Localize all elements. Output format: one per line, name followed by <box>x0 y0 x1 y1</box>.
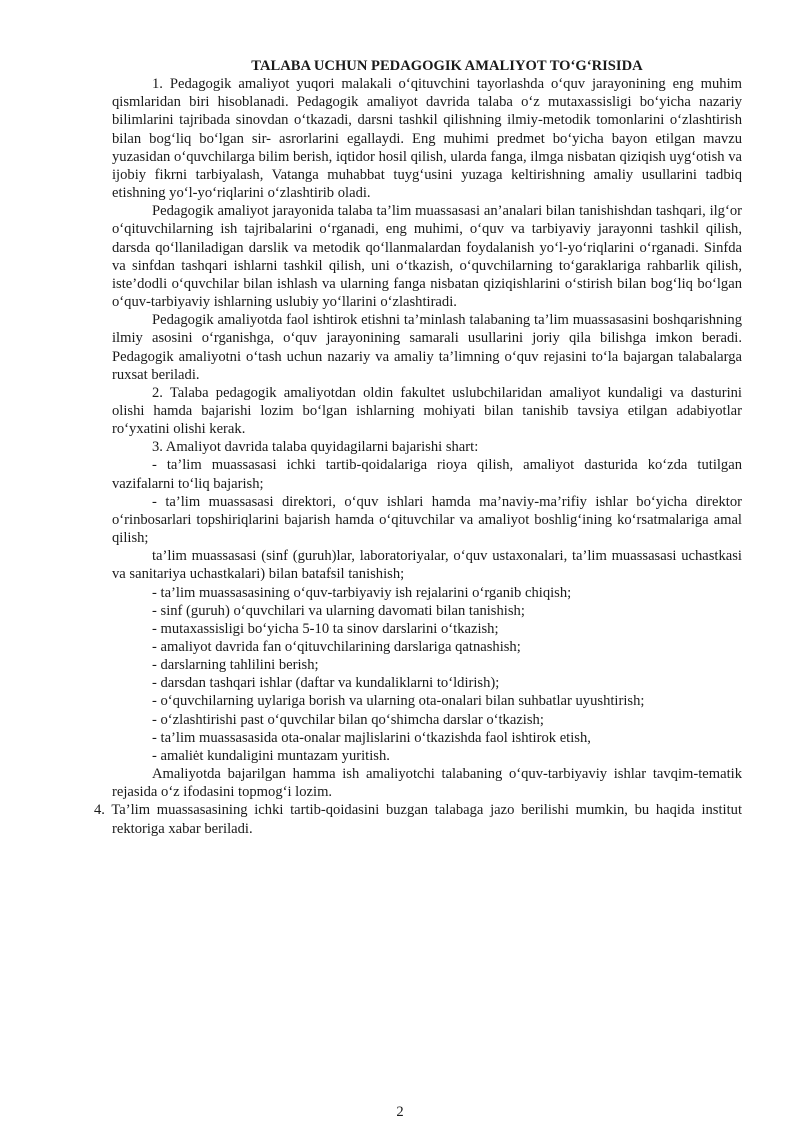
paragraph-4: 2. Talaba pedagogik amaliyotdan oldin fakultet uslubchilaridan amaliyot kundaligi va dasturini olishi hamda bajarishi lozim bo‘lgan ishlarning mohiyati bilan tanishib tavsiya etilgan adabiyotlar ro‘yxatini olishi kerak. <box>112 384 742 438</box>
list-item: - ta’lim muassasasining o‘quv-tarbiyaviy ish rejalarini o‘rganib chiqish; <box>152 584 572 601</box>
document-title: TALABA UCHUN PEDAGOGIK AMALIYOT TO‘G‘RISIDA <box>251 58 643 74</box>
paragraph-7: - ta’lim muassasasi direktori, o‘quv ishlari hamda ma’naviy-ma’rifiy ishlar bo‘yicha direktor o‘rinbosarlari topshiriqlarini bajarish hamda o‘qituvchilar va amaliyot boshlig‘ining ko‘rsatmalariga amal qilish; <box>112 493 742 547</box>
paragraph-5: 3. Amaliyot davrida talaba quyidagilarni bajarishi shart: <box>152 439 479 456</box>
closing-paragraph: Amaliyotda bajarilgan hamma ish amaliyotchi talabaning o‘quv-tarbiyaviy ishlar tavqim-tematik rejasida o‘z ifodasini topmog‘i lozim. <box>112 766 742 801</box>
list-item: - darslarning tahlilini berish; <box>152 657 319 674</box>
list-item: - mutaxassisligi bo‘yicha 5-10 ta sinov darslarini o‘tkazish; <box>152 620 499 637</box>
paragraph-3: Pedagogik amaliyotda faol ishtirok etishni ta’minlash talabaning ta’lim muassasasini boshqarishning ilmiy asosini o‘rganishga, o‘quv jarayonining samarali usullarini joriy qila bilishga imkon beradi. Pedagogik amaliyotni o‘tash uchun nazariy va amaliy ta’limning o‘quv rejasini to‘la bajargan talabalarga ruxsat beriladi. <box>112 312 742 383</box>
list-item: - sinf (guruh) o‘quvchilari va ularning davomati bilan tanishish; <box>152 602 525 619</box>
paragraph-6: - ta’lim muassasasi ichki tartib-qoidalariga rioya qilish, amaliyot dasturida ko‘zda tutilgan vazifalarni to‘liq bajarish; <box>112 457 742 492</box>
list-item: - darsdan tashqari ishlar (daftar va kundaliklarni to‘ldirish); <box>152 675 500 692</box>
page-number: 2 <box>396 1104 404 1120</box>
list-item: - amaliyot davrida fan o‘qituvchilarining darslariga qatnashish; <box>152 639 521 655</box>
list-item: - o‘quvchilarning uylariga borish va ularning ota-onalari bilan suhbatlar uyushtirish; <box>152 693 645 710</box>
paragraph-1: 1. Pedagogik amaliyot yuqori malakali o‘qituvchini tayorlashda o‘quv jarayonining eng muhim qismlaridan biri hisoblanadi. Pedagogik amaliyot davrida talaba o‘z mutaxassisligi bo‘yicha nazariy bilimlarini tajribada sinovdan o‘tkazadi, darsni tashkil qilishning ilmiy-metodik tomonlarini o‘zlashtirish bilan bog‘liq bo‘lgan sir- asrorlarini egallaydi. Eng muhimi predmet bo‘yicha bayon etilgan mavzu yuzasidan o‘quvchilarga bilim berish, iqtidor hosil qilish, ularda fanga, ilmga nisbatan qiziqish uyg‘otish va ijobiy fikrni tarbiyalash, Vatanga muhabbat tuyg‘usini yuzaga keltirishning amaliy usullarini tadbiq etishning yo‘l-yo‘riqlarini o‘zlashtirib oladi. <box>112 76 742 202</box>
point-4-paragraph: 4. Ta’lim muassasasining ichki tartib-qoidasini buzgan talabaga jazo berilishi mumkin, bu haqida institut rektoriga xabar beriladi. <box>94 802 742 837</box>
paragraph-8: ta’lim muassasasi (sinf (guruh)lar, laboratoriyalar, o‘quv ustaxonalari, ta’lim muassasasi uchastkasi va sanitariya uchastkalari) bilan batafsil tanishish; <box>112 548 742 583</box>
list-item: - o‘zlashtirishi past o‘quvchilar bilan qo‘shimcha darslar o‘tkazish; <box>152 711 544 728</box>
list-item: - ta’lim muassasasida ota-onalar majlislarini o‘tkazishda faol ishtirok etish, <box>152 729 591 746</box>
paragraph-2: Pedagogik amaliyot jarayonida talaba ta’lim muassasasi an’analari bilan tanishishdan tashqari, ilg‘or o‘qituvchilarning ish tajribalarini o‘rganadi, eng muhimi, o‘quv va tarbiyaviy jarayonni tashkil qilish, darsda qo‘llaniladigan darslik va metodik qo‘llanmalardan foydalanish yo‘l-yo‘riqlarini o‘rganadi. Sinfda va sinfdan tashqari ishlarni tashkil qilish, uni o‘tkazish, o‘quvchilarning to‘garaklariga rahbarlik qilish, iste’dodli o‘quvchilar bilan ishlash va ularning fanga nisbatan qiziqishlarini o‘stirish bilan bog‘liq bo‘lgan o‘quv-tarbiyaviy ishlarning uslubiy yo‘llarini o‘zlashtiradi. <box>112 203 742 311</box>
list-item: - amaliėt kundaligini muntazam yuritish. <box>152 747 390 764</box>
document-body <box>94 57 742 838</box>
